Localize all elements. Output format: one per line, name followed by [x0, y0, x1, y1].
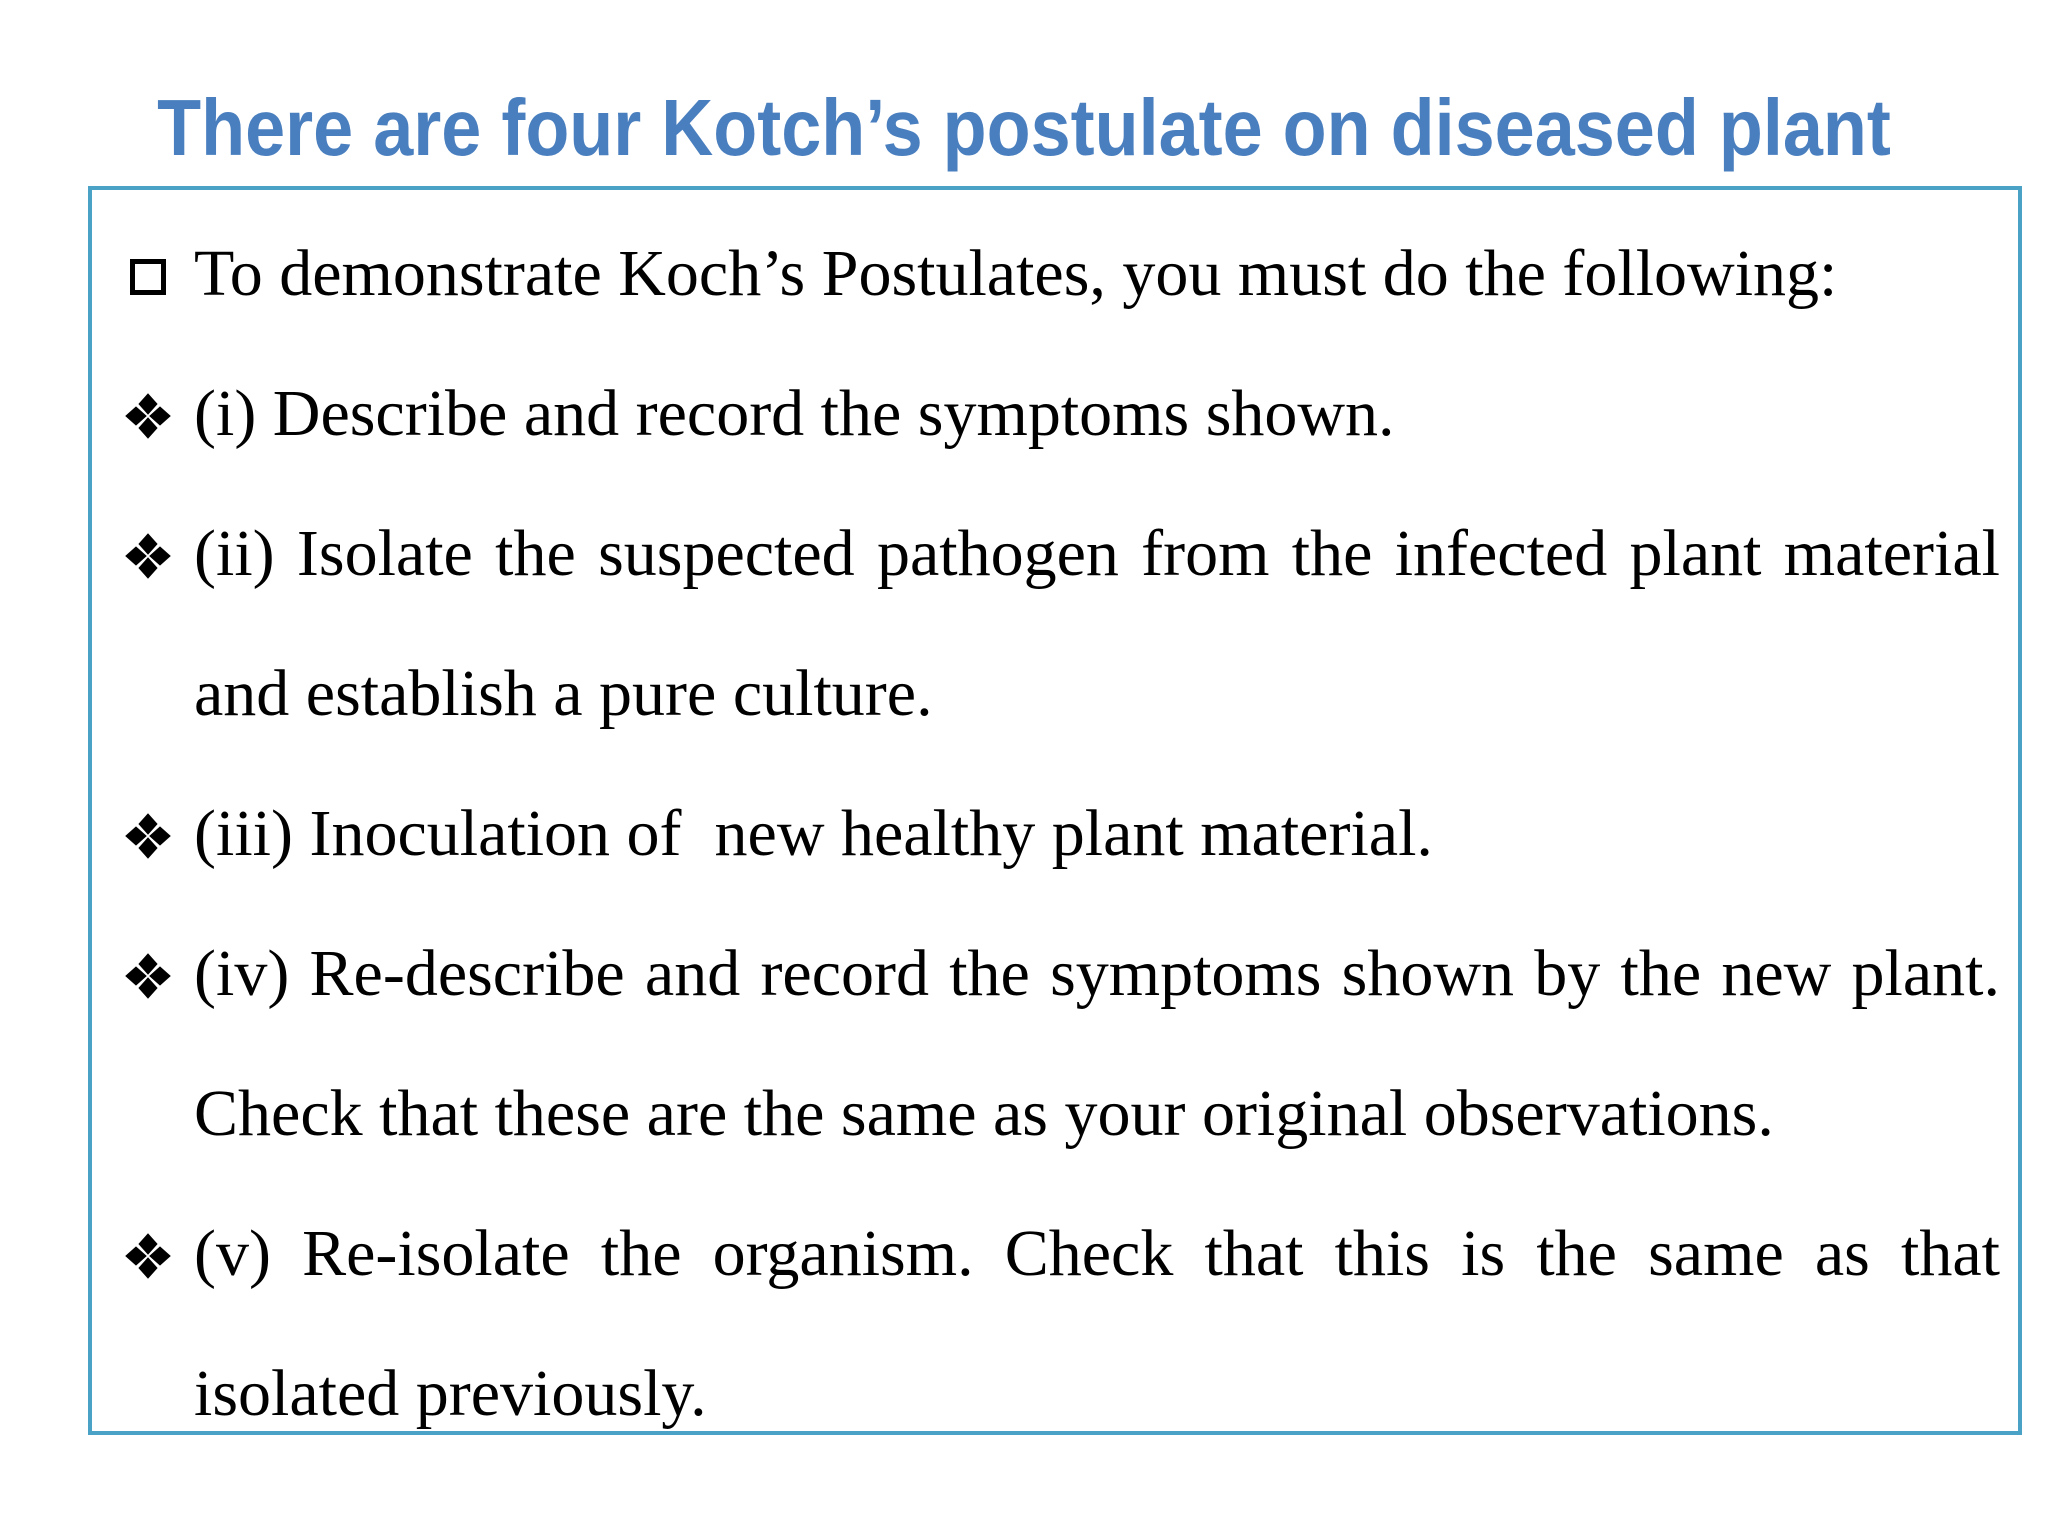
content-box	[88, 186, 2022, 1435]
step-item-5	[118, 1184, 2000, 1464]
hollow-square-bullet-icon	[118, 204, 178, 344]
four-diamond-bullet-icon	[118, 484, 178, 624]
slide-title: There are four Kotch’s postulate on diseased plant	[157, 83, 1891, 172]
step-text-3: (iii) Inoculation of new healthy plant material.	[194, 797, 1433, 870]
step-text-1: (i) Describe and record the symptoms shown.	[194, 377, 1395, 450]
step-item-4	[118, 904, 2000, 1184]
step-item-3	[118, 764, 2000, 904]
four-diamond-bullet-icon	[118, 904, 178, 1044]
four-diamond-bullet-icon	[118, 764, 178, 904]
intro-text: To demonstrate Koch’s Postulates, you must do the following:	[194, 237, 1838, 310]
intro-item	[118, 204, 2000, 344]
step-text-4: (iv) Re-describe and record the symptoms shown by the new plant. Check that these are the same as your original observations.	[194, 937, 2000, 1150]
four-diamond-bullet-icon	[118, 1184, 178, 1324]
step-item-2	[118, 484, 2000, 764]
step-text-2: (ii) Isolate the suspected pathogen from the infected plant material and establish a pure culture.	[194, 517, 2000, 730]
step-item-1	[118, 344, 2000, 484]
four-diamond-bullet-icon	[118, 344, 178, 484]
step-text-5: (v) Re-isolate the organism. Check that this is the same as that isolated previously.	[194, 1217, 2000, 1430]
